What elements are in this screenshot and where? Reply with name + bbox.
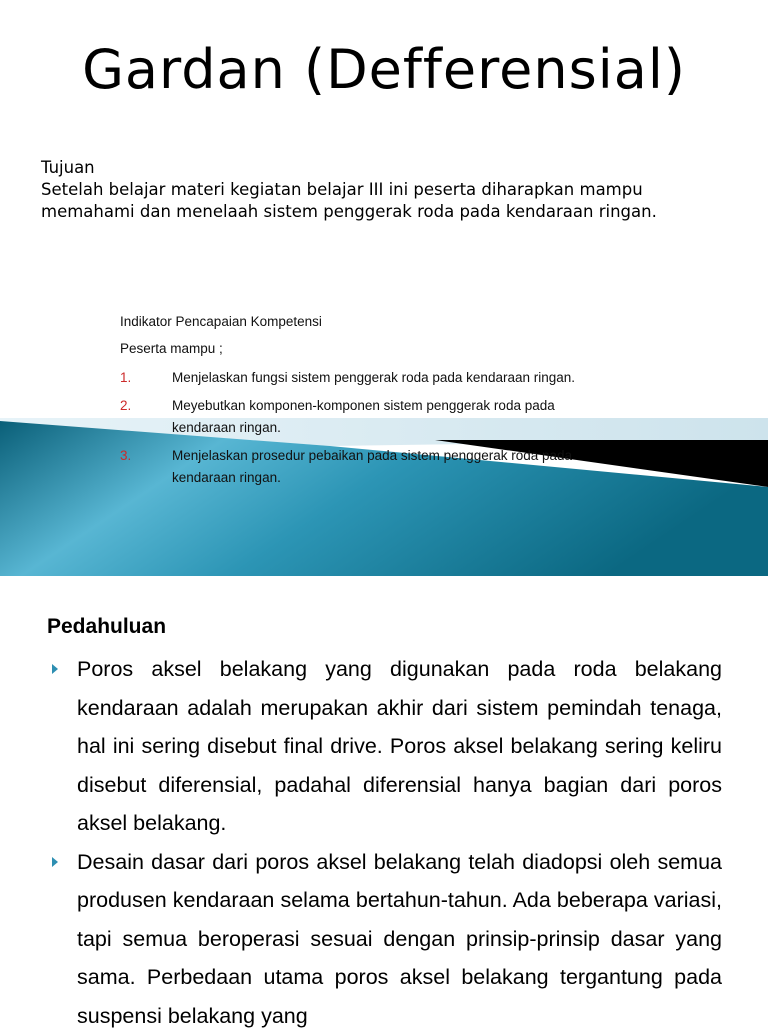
bullet-arrow-icon bbox=[52, 664, 58, 674]
indicator-item bbox=[120, 445, 612, 489]
bullet-list bbox=[52, 650, 722, 1035]
bullet-item bbox=[52, 843, 722, 1035]
indicator-text: Menjelaskan fungsi sistem penggerak roda pada kendaraan ringan. bbox=[172, 370, 575, 385]
objective-block bbox=[41, 157, 741, 223]
indicator-text: Menjelaskan prosedur pebaikan pada sistem penggerak roda pada kendaraan ringan. bbox=[172, 448, 572, 485]
section-heading: Pedahuluan bbox=[47, 615, 166, 639]
indicator-heading: Indikator Pencapaian Kompetensi bbox=[120, 313, 680, 340]
indicator-block bbox=[120, 313, 680, 495]
bullet-text: Poros aksel belakang yang digunakan pada roda belakang kendaraan adalah merupakan akhir dari sistem pemindah tenaga, hal ini sering disebut final drive. Poros aksel belakang sering keliru disebut diferensial, padahal diferensial hanya bagian dari poros aksel belakang. bbox=[77, 657, 722, 835]
indicator-item bbox=[120, 395, 612, 439]
bullet-item bbox=[52, 650, 722, 843]
objective-line-1: Setelah belajar materi kegiatan belajar III ini peserta diharapkan mampu bbox=[41, 179, 741, 201]
bullet-text: Desain dasar dari poros aksel belakang telah diadopsi oleh semua produsen kendaraan selama bertahun-tahun. Ada beberapa variasi, tapi semua beroperasi sesuai dengan prinsip-prinsip dasar yang sama. Perbedaan utama poros aksel belakang tergantung pada suspensi belakang yang bbox=[77, 850, 722, 1028]
indicator-intro: Peserta mampu ; bbox=[120, 340, 680, 367]
indicator-number: 2. bbox=[120, 395, 131, 417]
indicator-text: Meyebutkan komponen-komponen sistem penggerak roda pada kendaraan ringan. bbox=[172, 398, 555, 435]
objective-label: Tujuan bbox=[41, 157, 741, 179]
slide-2 bbox=[0, 576, 768, 1024]
bullet-arrow-icon bbox=[52, 857, 58, 867]
indicator-item bbox=[120, 367, 680, 389]
indicator-number: 3. bbox=[120, 445, 131, 467]
indicator-number: 1. bbox=[120, 367, 131, 389]
page-title: Gardan (Defferensial) bbox=[0, 38, 768, 101]
objective-line-2: memahami dan menelaah sistem penggerak roda pada kendaraan ringan. bbox=[41, 201, 741, 223]
